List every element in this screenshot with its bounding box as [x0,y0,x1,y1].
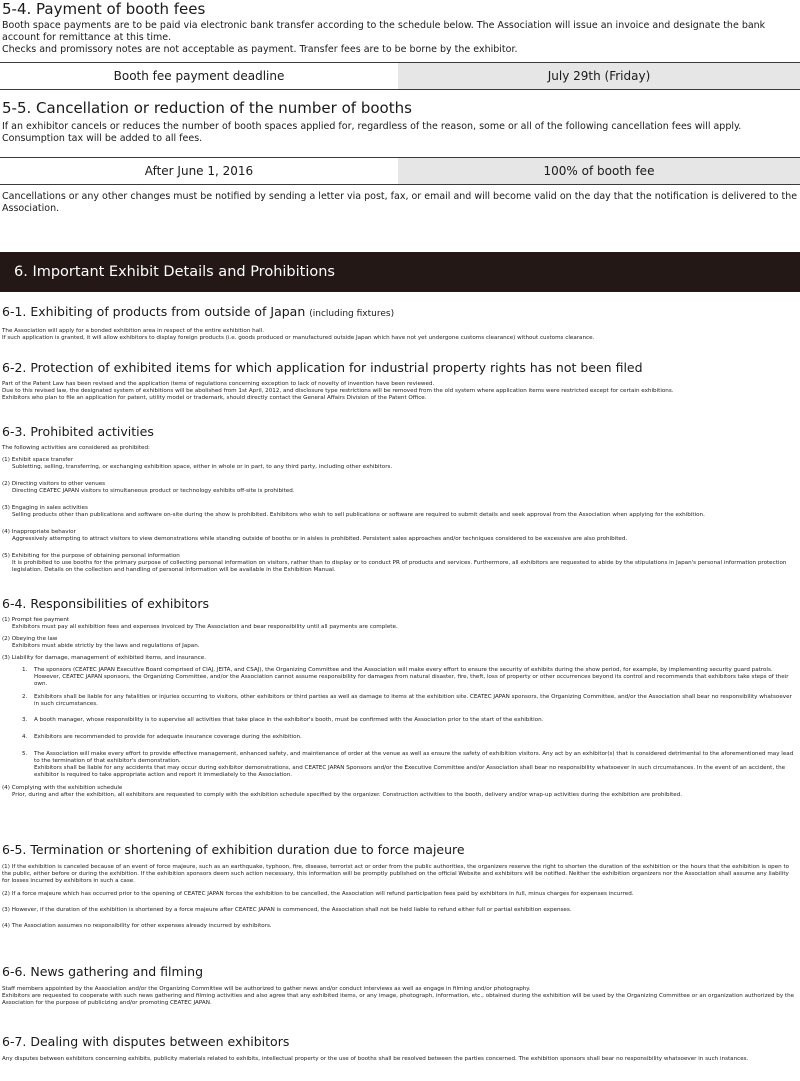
item-heading: (2) Obeying the law [2,636,58,642]
table-value-cell: 100% of booth fee [398,158,800,184]
sub-item [2,694,798,708]
list-item [2,553,798,574]
list-item [2,785,798,799]
section-5-5 [2,99,798,145]
sub-item-text: The Association will make every effort to provide effective management, enhanced safety, and maintenance of order at the venue as well as ensure the safety of exhibition visitors. Any act by an exhibitor(s) that is considered detrimental to the aforementioned may lead to the termination of that exhibitor's demonstration. [34,751,794,764]
section-title: 6-4. Responsibilities of exhibitors [2,596,209,611]
paragraph: Consumption tax will be added to all fees. [2,133,203,144]
list-item [2,617,798,631]
paragraph: Checks and promissory notes are not acceptable as payment. Transfer fees are to be borne by the exhibitor. [2,44,518,55]
sub-item-text: Exhibitors shall be liable for any fatalities or injuries occurring to visitors, other exhibitors or third parties as well as damage to items at the exhibition site. CEATEC JAPAN sponsors, the Organizing Committee, and/or the Association shall bear no responsibility whatsoever in such circumstances. [34,694,792,707]
section-title: 6-5. Termination or shortening of exhibition duration due to force majeure [2,842,465,857]
item-body: Exhibitors must abide strictly by the laws and regulations of Japan. [12,643,200,649]
payment-deadline-table [0,62,800,90]
section-5-4 [2,0,798,56]
sub-item [2,717,798,724]
item-body: Exhibitors must pay all exhibition fees and expenses invoiced by The Association and bear responsibility until all payments are complete. [12,624,398,630]
banner-title: 6. Important Exhibit Details and Prohibitions [14,264,335,280]
section-6-2 [2,360,798,402]
item-heading: (3) Engaging in sales activities [2,505,88,511]
section-6-6 [2,964,798,1007]
sub-item-number: 3. [22,717,28,723]
paragraph: Any disputes between exhibitors concerning exhibits, publicity materials related to exhibits, intellectual property or the use of booths shall be resolved between the parties concerned. The exhibition sponsors shall bear no responsibility whatsoever in such instances. [2,1056,749,1062]
section-title-note: (including fixtures) [309,309,395,319]
item-heading: (1) Prompt fee payment [2,617,70,623]
list-item [2,505,798,519]
paragraph: Exhibitors are requested to cooperate with such news gathering and filming activities and also agree that any exhibited items, or any image, photograph, information, etc., obtained during the exhibition will be used by the Organizing Committee or an organization authorized by the Association for the purpose of publicizing and/or promoting CEATEC JAPAN. [2,993,795,1006]
list-item [2,457,798,471]
paragraph: The following activities are considered as prohibited: [2,445,150,451]
section-title: 6-2. Protection of exhibited items for which application for industrial property rights has not been filed [2,360,643,375]
sub-item [2,734,798,741]
sub-item-text: The sponsors (CEATEC JAPAN Executive Board comprised of CIAJ, JEITA, and CSAJ), the Organizing Committee and the Association will make every effort to ensure the security of exhibits during the show period, for example, by implementing security guard patrols. [34,667,773,673]
sub-item-text: A booth manager, whose responsibility is to supervise all activities that take place in the exhibitor's booth, must be confirmed with the Association prior to the start of the exhibition. [34,717,544,723]
section-6-5 [2,842,798,930]
item-heading: (4) Complying with the exhibition schedule [2,785,123,791]
sub-item-number: 1. [22,667,28,673]
item-heading: (4) Inappropriate behavior [2,529,76,535]
list-item [2,529,798,543]
section-title: 5-4. Payment of booth fees [2,0,206,18]
sub-item-text: However, CEATEC JAPAN sponsors, the Organizing Committee, and/or the Association cannot assume responsibility for damages from natural disaster, fire, theft, loss of property or other occurrences beyond its control and recommends that exhibitors take steps of their own. [34,674,789,687]
paragraph: The Association will apply for a bonded exhibition area in respect of the entire exhibition hall. [2,328,265,334]
paragraph: Due to this revised law, the designated system of exhibitions will be abolished from 1st April, 2012, and disclosure type restrictions will be removed from the old system where application items were restricted except for certain exhibitions. [2,388,674,394]
sub-item-number: 2. [22,694,28,700]
item-heading: (2) Directing visitors to other venues [2,481,106,487]
sub-item [2,667,798,688]
list-item: (4) The Association assumes no responsibility for other expenses already incurred by exhibitors. [2,923,272,929]
section-title: 6-3. Prohibited activities [2,424,154,439]
table-label-cell: After June 1, 2016 [0,158,398,184]
section-title-text: 6-1. Exhibiting of products from outside of Japan [2,304,306,319]
item-heading: (5) Exhibiting for the purpose of obtaining personal information [2,553,180,559]
paragraph: Staff members appointed by the Association and/or the Organizing Committee will be authorized to gather news and/or conduct interviews as well as engage in filming and/or photography. [2,986,531,992]
item-body: Aggressively attempting to attract visitors to view demonstrations while standing outside of booths or in aisles is prohibited. Persistent sales approaches and/or techniques considered to be excessive are also prohibited. [12,536,628,542]
section-6-7 [2,1034,798,1063]
paragraph: Exhibitors who plan to file an application for patent, utility model or trademark, should directly contact the General Affairs Division of the Patent Office. [2,395,427,401]
item-body: Subletting, selling, transferring, or exchanging exhibition space, either in whole or in part, to any third party, including other exhibitors. [12,464,393,470]
table-value-cell: July 29th (Friday) [398,63,800,89]
list-item [2,655,798,779]
cancellation-note [2,191,798,215]
sub-item [2,751,798,779]
sub-item-text: Exhibitors are recommended to provide for adequate insurance coverage during the exhibition. [34,734,302,740]
paragraph: Cancellations or any other changes must be notified by sending a letter via post, fax, or email and will become valid on the day that the notification is delivered to the Association. [2,191,798,214]
item-body: It is prohibited to use booths for the primary purpose of collecting personal information on visitors, rather than to display or to conduct PR of products and services. Furthermore, all exhibitors are requested to abide by the stipulations in Japan's personal information protection legislation. Details on the collection and handling of personal information will be available in the Exhibition Manual. [12,560,787,573]
list-item: (2) If a force majeure which has occurred prior to the opening of CEATEC JAPAN forces the exhibition to be cancelled, the Association will refund participation fees paid by exhibitors in full, minus charges for expenses incurred. [2,891,634,897]
section-title [2,304,798,322]
section-6-3 [2,424,798,574]
list-item: (3) However, if the duration of the exhibition is shortened by a force majeure after CEATEC JAPAN is commenced, the Association shall not be held liable to refund either full or partial exhibition expenses. [2,907,572,913]
section-title: 5-5. Cancellation or reduction of the number of booths [2,99,412,117]
cancellation-fee-table [0,157,800,185]
paragraph: If an exhibitor cancels or reduces the number of booth spaces applied for, regardless of the reason, some or all of the following cancellation fees will apply. [2,121,742,132]
section-6-1 [2,304,798,342]
list-item: (1) If the exhibition is canceled because of an event of force majeure, such as an earthquake, typhoon, fire, disease, terrorist act or order from the public authorities, the organizers reserve the right to shorten the duration of the exhibition or the hours that the exhibition is open to the public, either before or during the exhibition. If the exhibition sponsors deem such action necessary, this information will be promptly published on the official Website and exhibitors will be notified. Neither the exhibition organizers nor the Association shall assume any liability for losses incurred by exhibitors in such a case. [2,864,790,884]
section-6-banner [0,252,800,292]
section-title: 6-6. News gathering and filming [2,964,204,979]
paragraph: Part of the Patent Law has been revised and the application items of regulations concerning exception to lack of novelty of invention have been reviewed. [2,381,435,387]
item-heading: (1) Exhibit space transfer [2,457,74,463]
item-body: Directing CEATEC JAPAN visitors to simultaneous product or technology exhibits off-site is prohibited. [12,488,295,494]
list-item [2,481,798,495]
sub-item-number: 5. [22,751,28,757]
item-body: Selling products other than publications and software on-site during the show is prohibited. Exhibitors who wish to sell publications or software are required to submit details and seek approval from the Association when applying for the exhibition. [12,512,705,518]
table-label-cell: Booth fee payment deadline [0,63,398,89]
item-body: Prior, during and after the exhibition, all exhibitors are requested to comply with the exhibition schedule specified by the organizer. Construction activities to the booth, delivery and/or wrap-up activities during the exhibition are prohibited. [12,792,683,798]
paragraph: Booth space payments are to be paid via electronic bank transfer according to the schedule below. The Association will issue an invoice and designate the bank account for remittance at this time. [2,20,766,43]
paragraph: If such application is granted, it will allow exhibitors to display foreign products (i.e. goods produced or manufactured outside Japan which have not yet undergone customs clearance) without customs clearance. [2,335,595,341]
list-item [2,636,798,650]
sub-item-number: 4. [22,734,28,740]
section-title: 6-7. Dealing with disputes between exhibitors [2,1034,290,1049]
item-heading: (3) Liability for damage, management of exhibited items, and insurance. [2,655,206,661]
sub-item-text: Exhibitors shall be liable for any accidents that may occur during exhibitor demonstrations, and CEATEC JAPAN Sponsors and/or the Executive Committee and/or Association shall bear no responsibility whatsoever in such circumstances. In the event of an accident, the exhibitor is required to take appropriate action and report it immediately to the Association. [34,765,786,778]
section-6-4 [2,596,798,799]
